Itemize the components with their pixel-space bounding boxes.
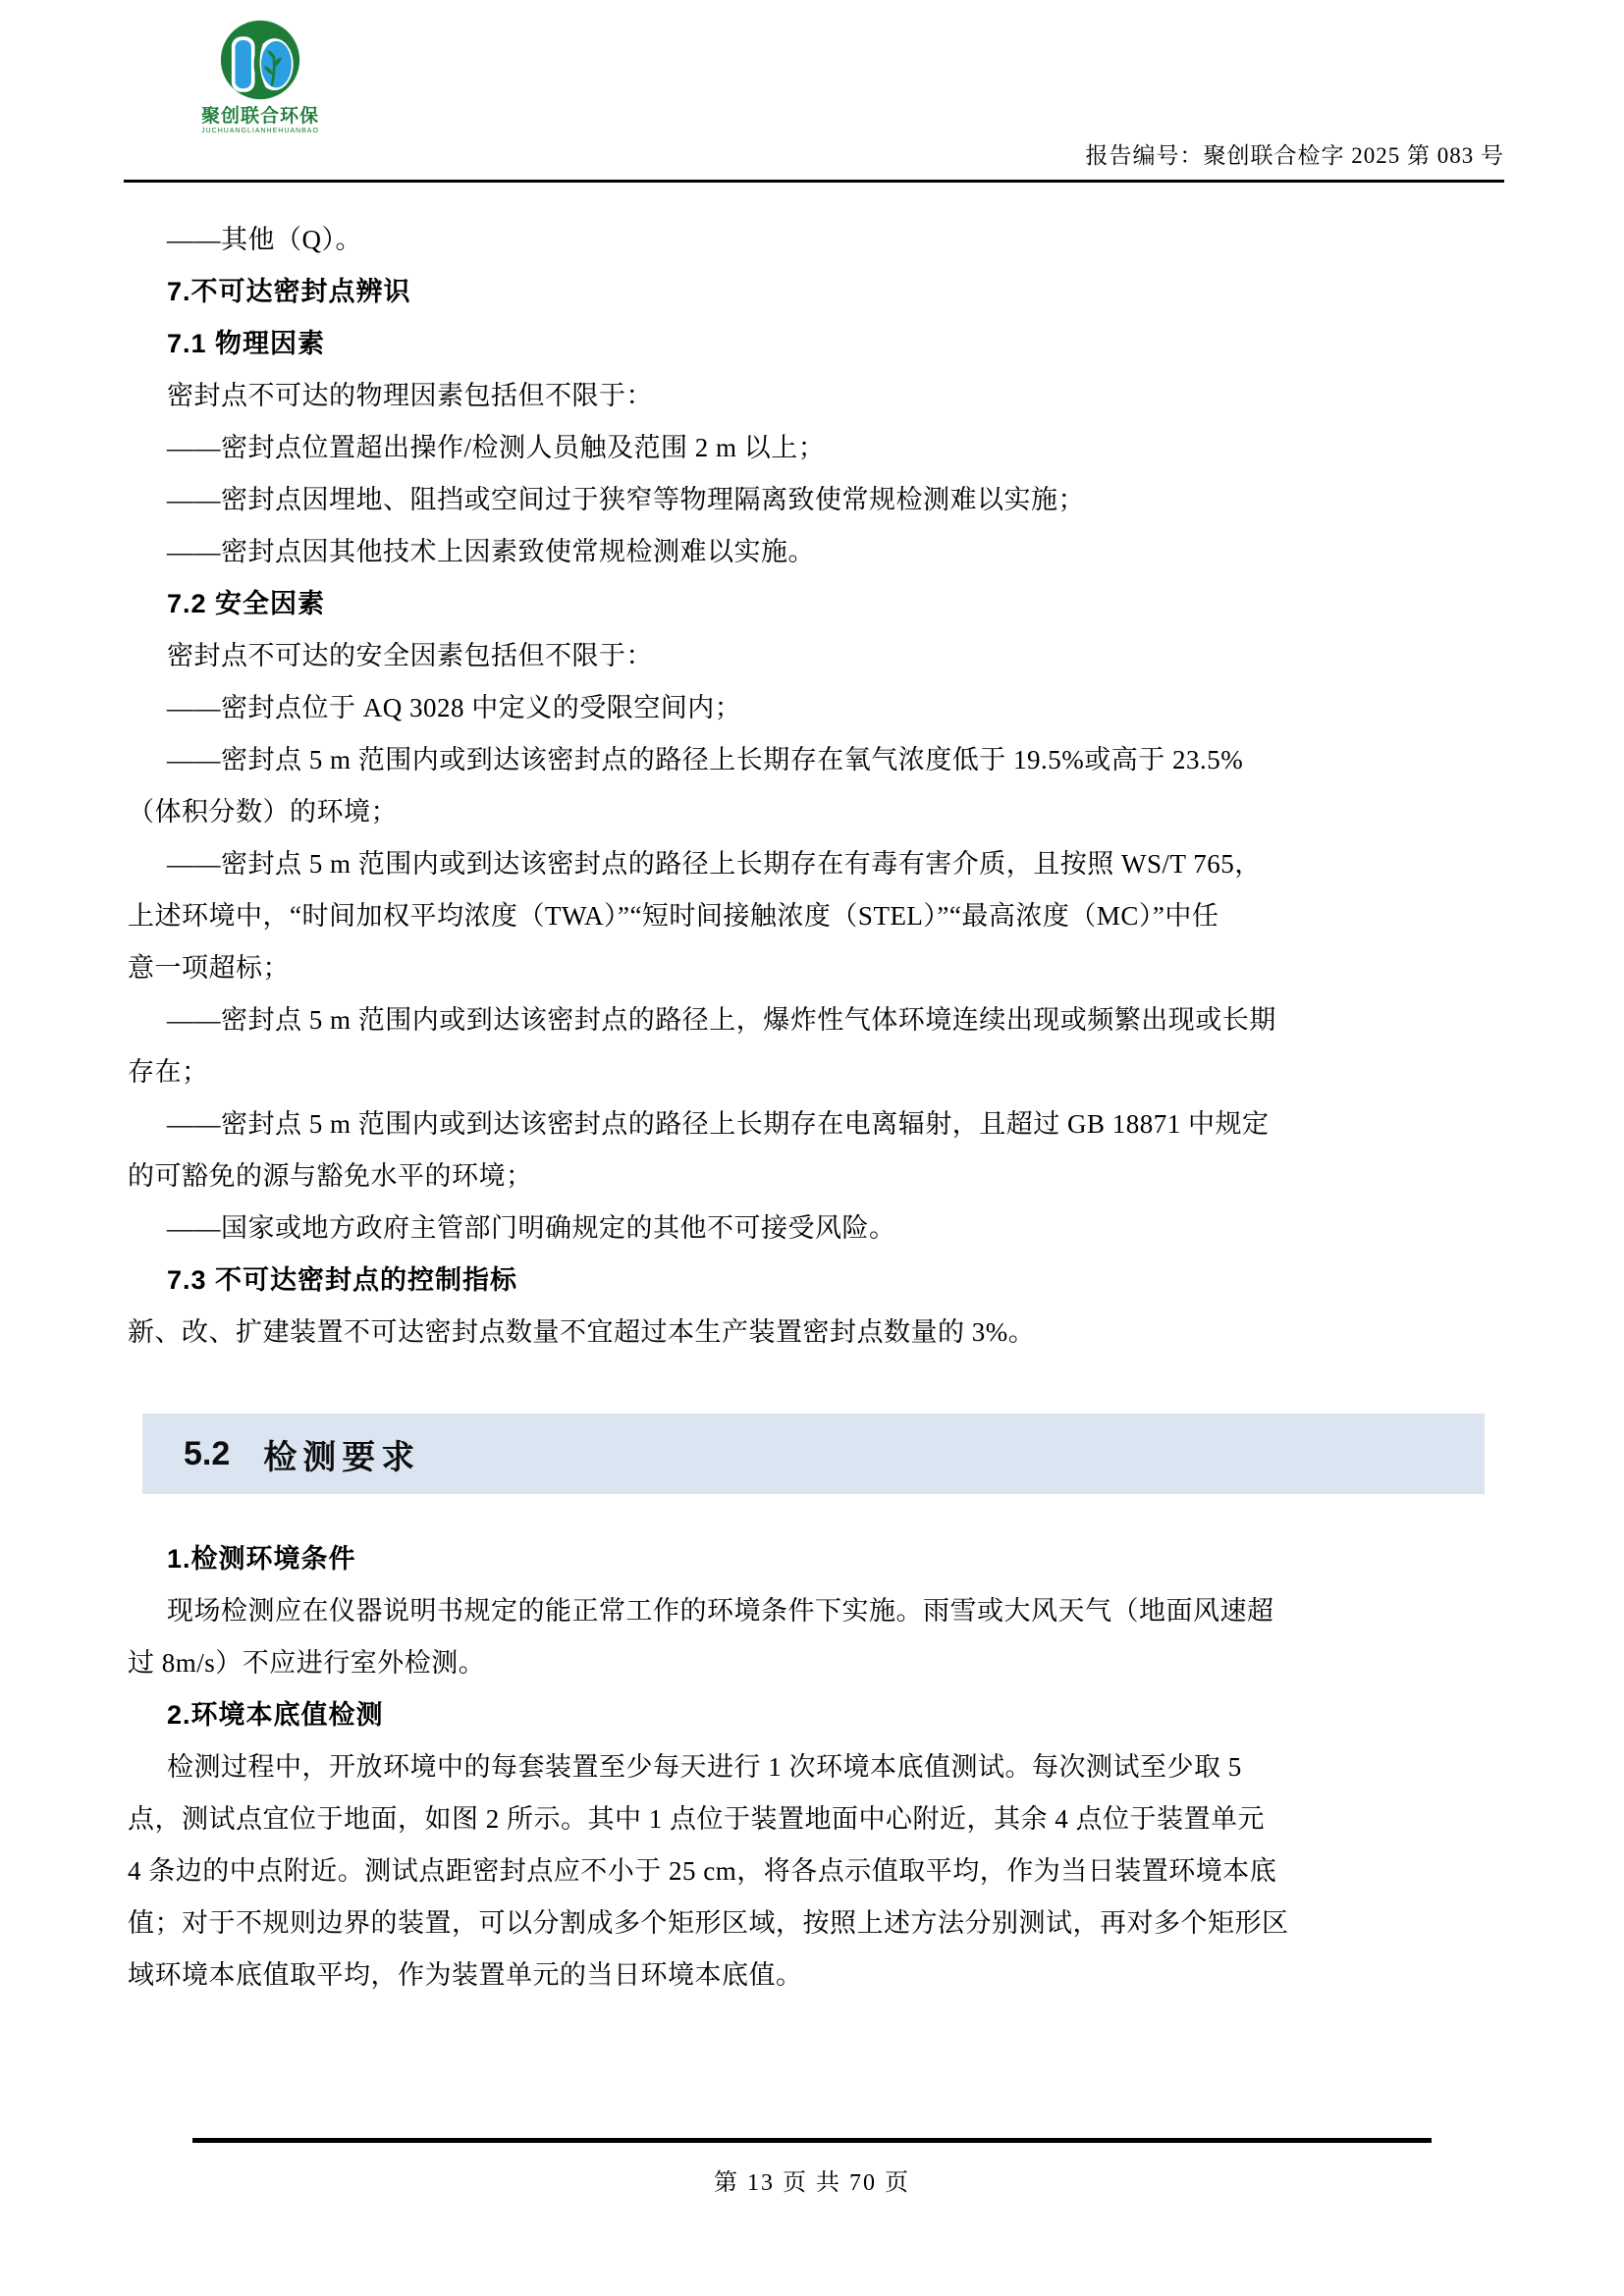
text-line: ——密封点位置超出操作/检测人员触及范围 2 m 以上；	[167, 433, 826, 462]
text-line: 域环境本底值取平均，作为装置单元的当日环境本底值。	[128, 1960, 803, 1990]
text-line: 密封点不可达的安全因素包括但不限于：	[167, 641, 653, 670]
section-5-2-text	[128, 1533, 1497, 2002]
company-logo	[167, 20, 353, 135]
text-line: 密封点不可达的物理因素包括但不限于：	[167, 381, 653, 410]
text-line: 现场检测应在仪器说明书规定的能正常工作的环境条件下实施。雨雪或大风天气（地面风速超	[167, 1596, 1274, 1626]
text-line: ——密封点因埋地、阻挡或空间过于狭窄等物理隔离致使常规检测难以实施；	[167, 485, 1085, 514]
text-line: 上述环境中，“时间加权平均浓度（TWA）”“短时间接触浓度（STEL）”“最高浓度（MC）”中任	[128, 901, 1219, 931]
section-title: 检测要求	[263, 1438, 421, 1476]
text-line: （体积分数）的环境；	[128, 797, 398, 827]
text-line: 点，测试点宜位于地面，如图 2 所示。其中 1 点位于装置地面中心附近，其余 4 点位于装置单元	[128, 1804, 1265, 1834]
text-line: 1.检测环境条件	[167, 1544, 356, 1574]
text-line: 7.2 安全因素	[167, 589, 326, 618]
text-line: 意一项超标；	[128, 953, 290, 983]
text-line: ——密封点位于 AQ 3028 中定义的受限空间内；	[167, 693, 742, 722]
section-number: 5.2	[184, 1434, 231, 1472]
text-line: 过 8m/s）不应进行室外检测。	[128, 1648, 486, 1678]
text-line: 值；对于不规则边界的装置，可以分割成多个矩形区域，按照上述方法分别测试，再对多个矩形区	[128, 1908, 1289, 1938]
text-line: 7.3 不可达密封点的控制指标	[167, 1265, 518, 1295]
text-line: ——密封点 5 m 范围内或到达该密封点的路径上长期存在有毒有害介质，且按照 WS/T 765，	[167, 849, 1262, 879]
company-logo-name: 聚创联合环保	[200, 106, 319, 127]
section-5-2-banner	[142, 1414, 1485, 1494]
text-line: 检测过程中，开放环境中的每套装置至少每天进行 1 次环境本底值测试。每次测试至少取 5	[167, 1752, 1242, 1782]
company-logo-pinyin: JUCHUANGLIANHEHUANBAO	[201, 128, 319, 134]
text-line: 7.不可达密封点辨识	[167, 277, 411, 306]
text-line: 新、改、扩建装置不可达密封点数量不宜超过本生产装置密封点数量的 3%。	[128, 1317, 1036, 1347]
text-line: 2.环境本底值检测	[167, 1700, 384, 1730]
text-line: ——密封点 5 m 范围内或到达该密封点的路径上，爆炸性气体环境连续出现或频繁出现或长期	[167, 1005, 1276, 1035]
text-line: ——其他（Q）。	[167, 225, 362, 254]
page-number: 第 13 页 共 70 页	[714, 2170, 910, 2196]
text-line: ——密封点 5 m 范围内或到达该密封点的路径上长期存在氧气浓度低于 19.5%或高于 23.5%	[167, 745, 1244, 774]
text-line: 7.1 物理因素	[167, 329, 326, 358]
report-number: 报告编号：聚创联合检字 2025 第 083 号	[1085, 143, 1504, 168]
text-line: 的可豁免的源与豁免水平的环境；	[128, 1161, 533, 1191]
text-line: ——密封点因其他技术上因素致使常规检测难以实施。	[167, 537, 815, 566]
page-footer	[192, 2138, 1432, 2197]
section-7-text	[128, 214, 1497, 1359]
text-line: ——国家或地方政府主管部门明确规定的其他不可接受风险。	[167, 1213, 896, 1243]
company-logo-icon	[220, 87, 300, 104]
text-line: 4 条边的中点附近。测试点距密封点应不小于 25 cm，将各点示值取平均，作为当日装置环境本底	[128, 1856, 1277, 1886]
text-line: ——密封点 5 m 范围内或到达该密封点的路径上长期存在电离辐射，且超过 GB 18871 中规定	[167, 1109, 1270, 1139]
text-line: 存在；	[128, 1057, 209, 1087]
page-header	[124, 0, 1504, 183]
